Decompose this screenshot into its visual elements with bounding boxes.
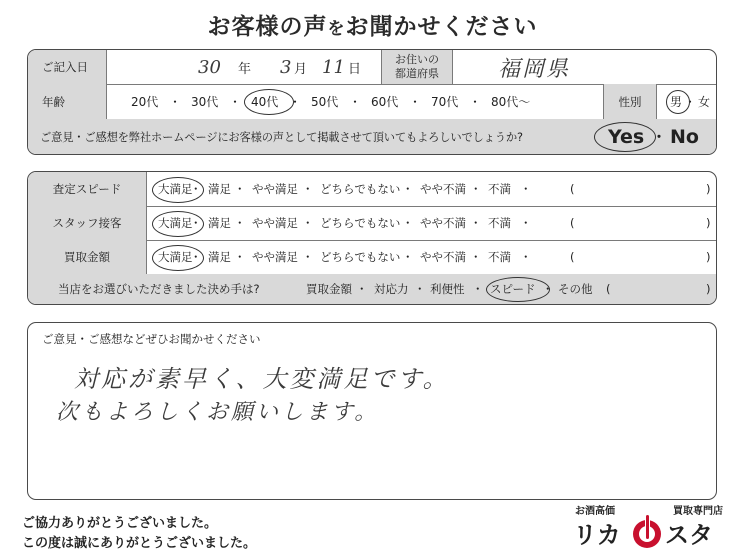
residence-label <box>381 50 453 84</box>
residence-label-line-2: 都道府県 <box>395 67 439 80</box>
date-day-unit: 日 <box>348 61 362 77</box>
satisfaction-option[interactable]: どちらでもない <box>320 182 401 196</box>
logo-bottle-icon <box>631 513 663 551</box>
age-option-80[interactable]: 80代〜 <box>491 95 531 109</box>
customer-info-box <box>27 49 717 155</box>
consent-answers: Yes ・ No <box>608 125 699 148</box>
deciding-factor-label: 当店をお選びいただきました決め手は? <box>58 282 260 296</box>
date-month: 3 <box>280 56 292 78</box>
gender-label: 性別 <box>603 84 657 119</box>
deciding-option-convenience[interactable]: 利便性 <box>430 282 465 296</box>
satisfaction-option[interactable]: やや不満 <box>420 250 466 264</box>
deciding-option-speed[interactable]: スピード <box>490 282 536 296</box>
deciding-option-other[interactable]: その他 <box>558 282 593 296</box>
rikasuta-logo <box>565 502 735 552</box>
footer-thanks-2: この度は誠にありがとうございました。 <box>22 536 257 551</box>
satisfaction-box <box>27 171 717 305</box>
satisfaction-row-label: スタッフ接客 <box>28 206 147 240</box>
satisfaction-row-label: 査定スピード <box>28 172 147 206</box>
date-year: 30 <box>198 56 221 78</box>
comments-box <box>27 322 717 500</box>
satisfaction-options: 大満足 ・ 満足 ・ やや満足 ・ どちらでもない ・ やや不満 ・ 不満 ・ ( ) <box>158 250 711 264</box>
comments-line-2[interactable]: 次もよろしくお願いします。 <box>56 400 380 425</box>
satisfaction-row-label: 買取金額 <box>28 240 147 274</box>
logo-name-right: スタ <box>665 521 713 549</box>
satisfaction-option[interactable]: 満足 <box>208 216 231 230</box>
residence-field[interactable]: 福岡県 <box>498 56 571 82</box>
satisfaction-option[interactable]: 不満 <box>488 250 511 264</box>
satisfaction-option[interactable]: どちらでもない <box>320 250 401 264</box>
logo-tag-left: お酒高価 <box>575 506 615 517</box>
date-field[interactable] <box>108 50 398 84</box>
logo-tag-right: 買取専門店 <box>673 506 723 517</box>
satisfaction-options: 大満足 ・ 満足 ・ やや満足 ・ どちらでもない ・ やや不満 ・ 不満 ・ ( ) <box>158 216 711 230</box>
satisfaction-option[interactable]: やや満足 <box>252 182 298 196</box>
consent-yes[interactable]: Yes <box>608 125 645 148</box>
title-part-3: お聞かせください <box>345 14 538 40</box>
residence-label-line-1: お住いの <box>395 53 439 66</box>
satisfaction-options: 大満足 ・ 満足 ・ やや満足 ・ どちらでもない ・ やや不満 ・ 不満 ・ ( ) <box>158 182 711 196</box>
date-month-unit: 月 <box>294 61 308 77</box>
satisfaction-row <box>28 206 716 241</box>
satisfaction-option[interactable]: 不満 <box>488 216 511 230</box>
satisfaction-option[interactable]: やや満足 <box>252 250 298 264</box>
deciding-option-price[interactable]: 買取金額 <box>306 282 352 296</box>
age-option-30[interactable]: 30代 <box>191 95 219 109</box>
satisfaction-option[interactable]: やや満足 <box>252 216 298 230</box>
title-part-1: お客様の声 <box>207 14 328 40</box>
date-day: 11 <box>322 56 345 78</box>
comments-line-1[interactable]: 対応が素早く、大変満足です。 <box>74 365 450 393</box>
satisfaction-option[interactable]: 不満 <box>488 182 511 196</box>
age-label: 年齢 <box>28 84 107 119</box>
satisfaction-option[interactable]: 大満足 <box>158 216 193 230</box>
logo-name-left: リカ <box>573 521 621 549</box>
age-option-70[interactable]: 70代 <box>431 95 459 109</box>
consent-question: ご意見・ご感想を弊社ホームページにお客様の声として掲載させて頂いてもよろしいでしょうか? <box>40 130 523 144</box>
satisfaction-option[interactable]: 大満足 <box>158 182 193 196</box>
age-option-40[interactable]: 40代 <box>251 95 279 109</box>
age-option-60[interactable]: 60代 <box>371 95 399 109</box>
age-option-20[interactable]: 20代 <box>131 95 159 109</box>
age-options: 20代 ・ 30代 ・ 40代 ・ 50代 ・ 60代 ・ 70代 ・ 80代〜 <box>131 95 531 109</box>
satisfaction-option[interactable]: 大満足 <box>158 250 193 264</box>
satisfaction-row <box>28 240 716 275</box>
footer-thanks-1: ご協力ありがとうございました。 <box>22 516 218 531</box>
age-option-50[interactable]: 50代 <box>311 95 339 109</box>
title-part-2: を <box>327 19 346 39</box>
satisfaction-option[interactable]: やや不満 <box>420 216 466 230</box>
consent-row <box>28 119 716 154</box>
age-row <box>28 84 716 120</box>
deciding-options: 買取金額 ・ 対応力 ・ 利便性 ・ スピード ・ その他 ( ) <box>306 282 711 296</box>
satisfaction-row <box>28 172 716 207</box>
date-row <box>28 50 716 85</box>
deciding-factor-row <box>28 274 716 304</box>
comments-label: ご意見・ご感想などぜひお聞かせください <box>42 332 261 346</box>
consent-no[interactable]: No <box>670 125 699 148</box>
satisfaction-option[interactable]: やや不満 <box>420 182 466 196</box>
gender-option-male[interactable]: 男 <box>670 95 683 109</box>
satisfaction-option[interactable]: どちらでもない <box>320 216 401 230</box>
gender-options: 男 ・ 女 <box>670 95 711 109</box>
date-year-unit: 年 <box>238 61 252 77</box>
satisfaction-option[interactable]: 満足 <box>208 182 231 196</box>
satisfaction-option[interactable]: 満足 <box>208 250 231 264</box>
date-label: ご記入日 <box>28 50 107 84</box>
page-title <box>0 8 745 41</box>
gender-option-female[interactable]: 女 <box>698 95 711 109</box>
deciding-option-response[interactable]: 対応力 <box>374 282 409 296</box>
